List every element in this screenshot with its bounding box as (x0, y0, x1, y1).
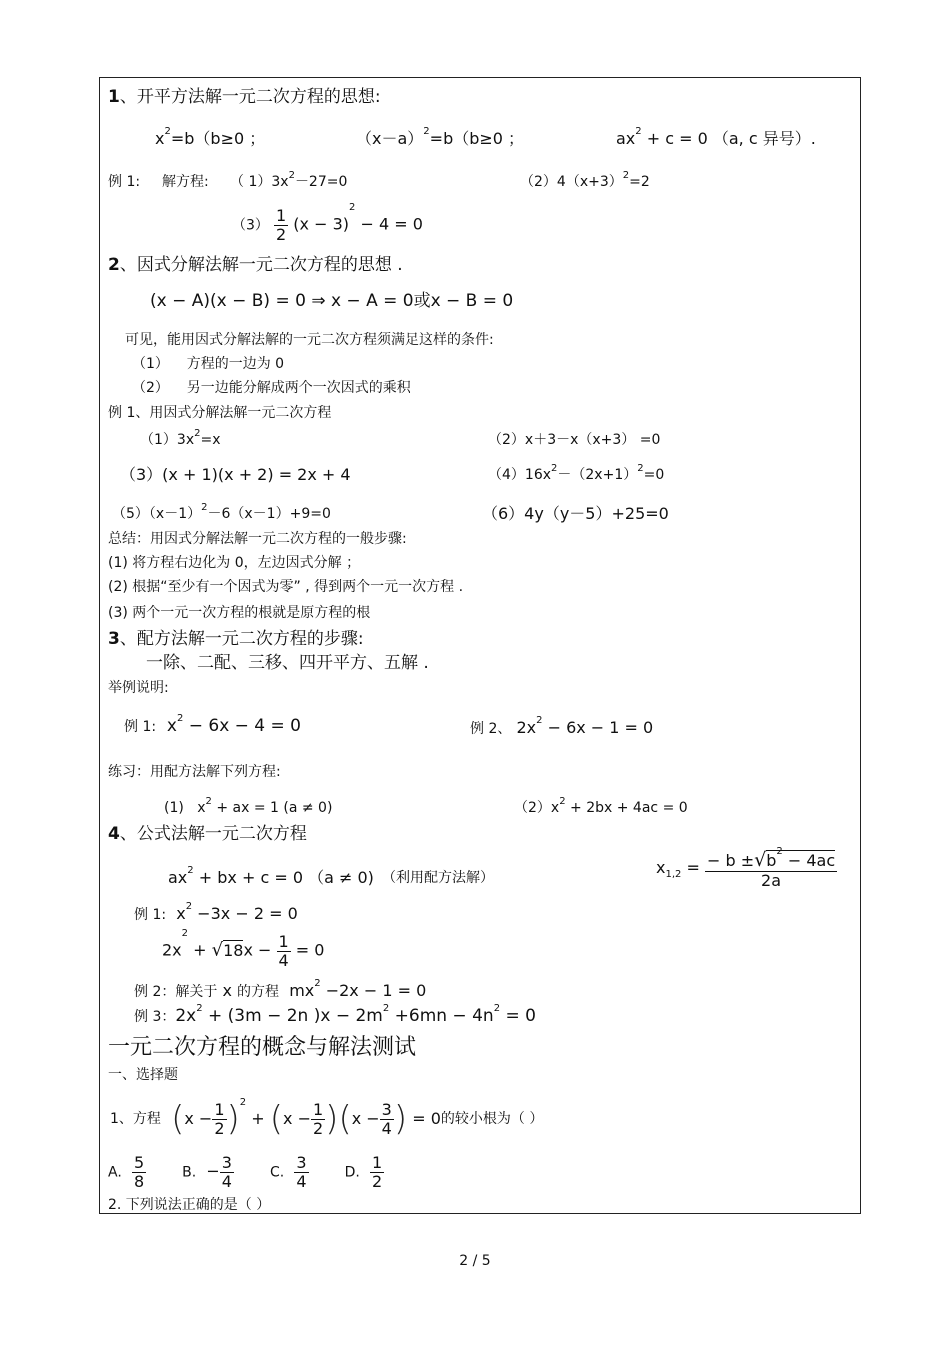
test-title: 一元二次方程的概念与解法测试 (108, 1035, 417, 1060)
s4-example-2: 例 2：解关于 x 的方程 $mx^2 -2x - 1 = 0$ (134, 978, 427, 1000)
factor-formula: (x − A)(x − B) = 0 ⇒ x − A = 0或x − B = 0 (150, 291, 514, 311)
s1-example-intro: 解方程: (162, 174, 209, 190)
formula-square-root-2: $(x-a)^2=b(b\ge 0$ ； (356, 126, 525, 148)
s3-example-1: 例 1: $x^2 - 6x - 4 = 0$ (124, 713, 301, 736)
condition-intro: 可见，能用因式分解法解的一元二次方程须满足这样的条件: (125, 332, 494, 348)
summary-step-1: (1) 将方程右边化为 0，左边因式分解 ； (108, 555, 361, 571)
s2-problem-3: （3）(x + 1)(x + 2) = 2x + 4 (120, 465, 351, 484)
completing-square-steps: 一除、二配、三移、四开平方、五解 . (146, 653, 429, 673)
summary-step-2: (2) 根据“至少有一个因式为零” , 得到两个一元一次方程 . (108, 579, 464, 595)
section-3-title: 3、配方法解一元二次方程的步骤: (108, 629, 364, 649)
fraction: $\frac{1}{4}$ (278, 932, 289, 970)
s4-example-3: 例 3：$2x^2 + (3m - 2n$ )$x - 2m^2 +6mn - 4n^2 = 0$ (134, 1003, 536, 1026)
quadratic-formula-fraction: $\frac{- b \pm√b^2 - 4ac}{2a}$ (706, 846, 836, 890)
summary-title: 总结：用因式分解法解一元二次方程的一般步骤: (108, 531, 407, 547)
s1-example-2: $(2)4(x+3)^2=2$ (520, 170, 650, 190)
section-2-title: 2、因式分解法解一元二次方程的思想 . (108, 255, 403, 275)
condition-1: （1） 方程的一边为 0 (132, 356, 285, 372)
formula-square-root-1: $x^2=b(b\ge 0$ ； (155, 126, 266, 148)
example-intro: 举例说明: (108, 680, 169, 696)
quadratic-formula: $x_{1,2}$ = $\frac{- b \pm√b^2 - 4ac}{2a}$ (656, 846, 836, 890)
summary-step-3: (3) 两个一元一次方程的根就是原方程的根 (108, 605, 371, 621)
s2-problem-5: $(5)(x-1)^2-6(x-1)+9=0$ (112, 502, 331, 522)
practice-title: 练习：用配方法解下列方程: (108, 764, 281, 780)
option-d[interactable]: D. $\frac{1}{2}$ (344, 1152, 383, 1191)
formula-square-root-3: $ax^2 + c = 0$ （a, c 异号）. (616, 126, 816, 148)
s1-example-1: （ $1)3x^2-27=0$ (230, 170, 348, 190)
fraction: $\frac{3}{4}$ (381, 1099, 392, 1138)
s1-example-label: 例 1: (108, 174, 141, 190)
practice-2: $(2)x^2 + 2bx + 4ac = 0$ (514, 796, 688, 816)
question-1-options (108, 1150, 384, 1194)
s2-problem-4: $(4)16x^2-(2x+1)^2=0$ (488, 463, 665, 483)
page-number: 2 / 5 (459, 1253, 491, 1269)
formula-note: （利用配方法解） (382, 870, 494, 886)
condition-2: （2） 另一边能分解成两个一次因式的乘积 (132, 380, 411, 396)
s4-example-1: 例 1: $x^2 -3x - 2 = 0$ (134, 901, 298, 923)
practice-1: (1) $x^2$ + ax = 1 (a ≠ 0) (164, 796, 333, 816)
option-c[interactable]: C. $\frac{3}{4}$ (269, 1152, 307, 1191)
s4-example-1b: $2x^2 + √18x$ − $\frac{1}{4}$ = 0 (162, 928, 325, 970)
question-1: 1、方程 ( x − $\frac{1}{2}$ ) $^2$ + ( x − $\frac{1}{2}$ ) ( x − $\frac{3}{4}$ ) = 0 的较小根为（ ） (110, 1097, 544, 1139)
fraction: $\frac{1}{2}$ (276, 206, 287, 244)
section-1-title: 1、开平方法解一元二次方程的思想: (108, 87, 381, 107)
fraction: $\frac{1}{2}$ (312, 1099, 324, 1138)
question-2: 2. 下列说法正确的是（ ） (108, 1197, 271, 1213)
s2-problem-2: （2）x＋3－x（x+3） =0 (488, 432, 661, 448)
s3-example-2: 例 2、 $2x^2 - 6x - 1 = 0$ (470, 715, 654, 737)
s2-problem-1: $(1)3x^2=x$ (140, 428, 221, 448)
s2-problem-6: （6）4y（y－5）+25=0 (482, 504, 669, 523)
option-b[interactable]: B. − $\frac{3}{4}$ (182, 1152, 232, 1191)
section-4-title: 4、公式法解一元二次方程 (108, 824, 307, 844)
test-section-heading: 一、选择题 (108, 1067, 178, 1083)
option-a[interactable]: A. $\frac{5}{8}$ (108, 1152, 145, 1191)
fraction: $\frac{1}{2}$ (214, 1099, 225, 1138)
s1-example-3: （3） $\frac{1}{2}$ $(x - 3)^2 - 4 = 0$ (232, 202, 423, 244)
general-quadratic: $ax^2$ + bx + c = 0 （a ≠ 0) (168, 865, 374, 887)
s2-example-title: 例 1、用因式分解法解一元二次方程 (108, 405, 332, 421)
